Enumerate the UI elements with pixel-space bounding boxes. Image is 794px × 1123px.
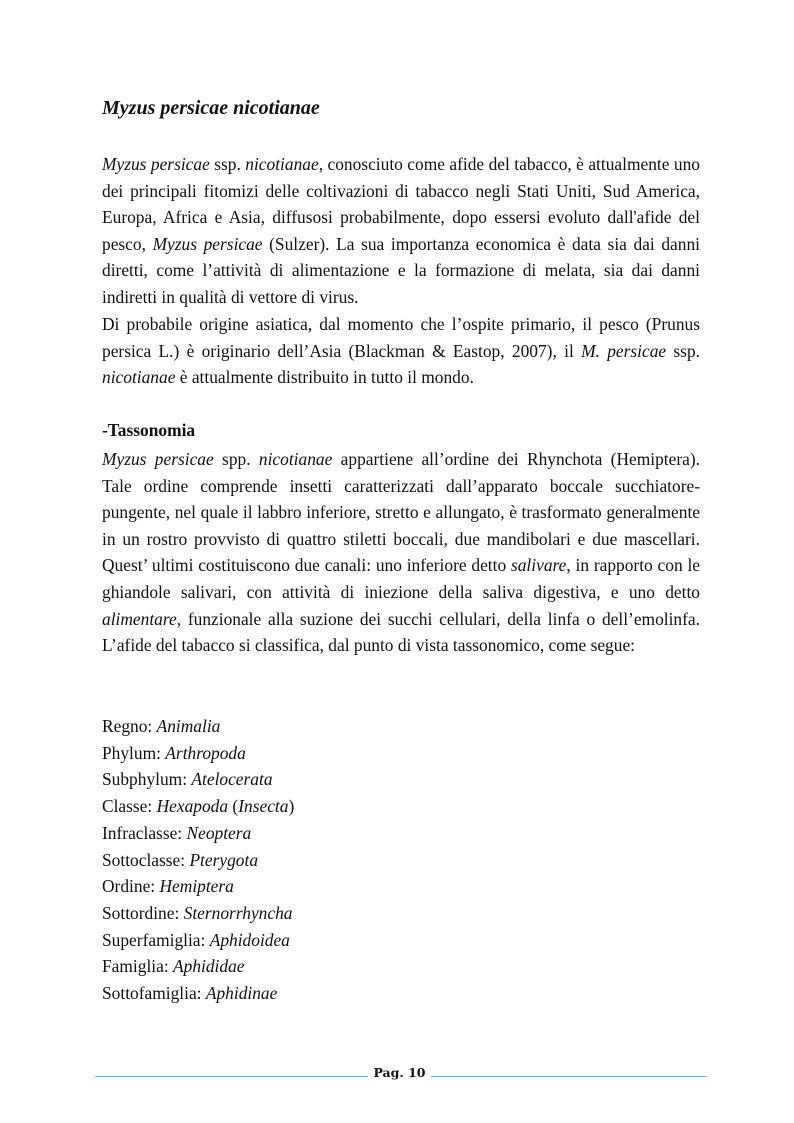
term-alimentare: alimentare bbox=[102, 608, 177, 629]
paragraph-origin bbox=[102, 311, 700, 391]
taxon-rank: Phylum: bbox=[102, 742, 166, 763]
taxonomy-item bbox=[102, 820, 294, 847]
page-number: Pag. 10 bbox=[373, 1065, 426, 1080]
footer-rule-right bbox=[431, 1076, 707, 1077]
paragraph-taxonomy bbox=[102, 446, 700, 659]
page-footer bbox=[0, 1065, 794, 1085]
paragraph-text: , funzionale alla suzione dei succhi cellulari, della linfa o dell’emolinfa. L’afide del tabacco si classifica, dal punto di vista tassonomico, come segue: bbox=[102, 608, 700, 656]
species-name: M. persicae bbox=[581, 340, 667, 361]
section-heading: -Tassonomia bbox=[102, 420, 196, 440]
subspecies-name: nicotianae bbox=[258, 449, 333, 469]
paragraph-text: (Sulzer). La sua importanza economica è data sia dai danni diretti, come l’attività di alimentazione e la formazione di melata, sia dai danni indiretti in qualità di vettore di virus. bbox=[102, 233, 700, 307]
page-title: Myzus persicae nicotianae bbox=[102, 97, 320, 119]
term-salivare: salivare bbox=[510, 555, 567, 576]
taxonomy-list bbox=[102, 713, 294, 1007]
taxonomy-item bbox=[102, 873, 294, 900]
taxon-name: Pterygota bbox=[189, 849, 259, 870]
paragraph-text: Di probabile origine asiatica, dal momento che l’ospite primario, il pesco (Prunus persica L.) è originario dell’Asia (Blackman & Eastop, 2007), il bbox=[102, 314, 700, 361]
taxon-rank: Regno: bbox=[102, 716, 157, 736]
subspecies-name: nicotianae bbox=[245, 154, 319, 174]
taxonomy-item bbox=[102, 766, 294, 793]
footer-rule-left bbox=[95, 1076, 368, 1077]
taxon-rank: Ordine: bbox=[102, 876, 160, 897]
species-name: Myzus persicae bbox=[102, 154, 210, 174]
taxonomy-item bbox=[102, 793, 294, 820]
taxon-alt-name: Insecta bbox=[238, 796, 289, 817]
paragraph-text: , in rapporto con le ghiandole salivari, con attività di iniezione della saliva digestiva, e uno detto bbox=[102, 555, 701, 602]
taxon-name: Hemiptera bbox=[159, 876, 234, 897]
paragraph-intro bbox=[102, 151, 700, 311]
paragraph-text: appartiene all’ordine dei Rhynchota (Hemiptera). Tale ordine comprende insetti caratterizzati dall’apparato boccale succhiatore-pungente, nel quale il labbro inferiore, stretto e allungato, è trasformato generalmente in un rostro provvisto di quattro stiletti boccali, due mandibolari e due mascellari. Quest’ ultimi costituiscono due canali: uno inferiore detto bbox=[102, 449, 700, 576]
taxon-rank: Famiglia: bbox=[102, 956, 174, 977]
ssp-label: ssp. bbox=[666, 340, 700, 361]
spp-label: spp. bbox=[213, 449, 259, 469]
taxon-paren-open: ( bbox=[228, 796, 239, 817]
taxonomy-item bbox=[102, 953, 294, 980]
taxonomy-item bbox=[102, 927, 294, 954]
taxon-rank: Sottordine: bbox=[102, 902, 184, 923]
species-name: Myzus persicae bbox=[152, 233, 263, 254]
taxon-name: Aphididae bbox=[173, 956, 245, 977]
subspecies-name: nicotianae bbox=[102, 367, 176, 388]
taxon-rank: Subphylum: bbox=[102, 769, 192, 790]
taxonomy-item bbox=[102, 713, 294, 740]
taxon-name: Sternorrhyncha bbox=[183, 902, 293, 923]
taxon-name: Animalia bbox=[156, 716, 221, 736]
taxon-paren-close: ) bbox=[288, 796, 295, 817]
taxonomy-item bbox=[102, 847, 294, 874]
taxon-name: Aphidoidea bbox=[209, 929, 290, 950]
taxonomy-item bbox=[102, 900, 294, 927]
ssp-label: ssp. bbox=[209, 154, 246, 174]
taxon-rank: Sottoclasse: bbox=[102, 849, 190, 870]
taxonomy-item bbox=[102, 980, 294, 1007]
taxon-name: Arthropoda bbox=[165, 742, 246, 763]
taxon-name: Hexapoda bbox=[156, 796, 229, 817]
taxon-rank: Classe: bbox=[102, 796, 157, 817]
paragraph-text: , conosciuto come afide del tabacco, è attualmente uno dei principali fitomizi delle coltivazioni di tabacco negli Stati Uniti, Sud America, Europa, Africa e Asia, diffusosi probabilmente, dopo essersi evoluto dall'afide del pesco, bbox=[102, 154, 700, 254]
species-name: Myzus persicae bbox=[102, 449, 214, 469]
taxon-name: Aphidinae bbox=[205, 983, 278, 1004]
paragraph-text: è attualmente distribuito in tutto il mondo. bbox=[175, 367, 474, 388]
taxon-name: Neoptera bbox=[186, 822, 252, 843]
taxon-rank: Infraclasse: bbox=[102, 822, 187, 843]
taxon-rank: Superfamiglia: bbox=[102, 929, 210, 950]
taxon-name: Atelocerata bbox=[191, 769, 273, 790]
taxonomy-item bbox=[102, 740, 294, 767]
taxon-rank: Sottofamiglia: bbox=[102, 983, 206, 1004]
